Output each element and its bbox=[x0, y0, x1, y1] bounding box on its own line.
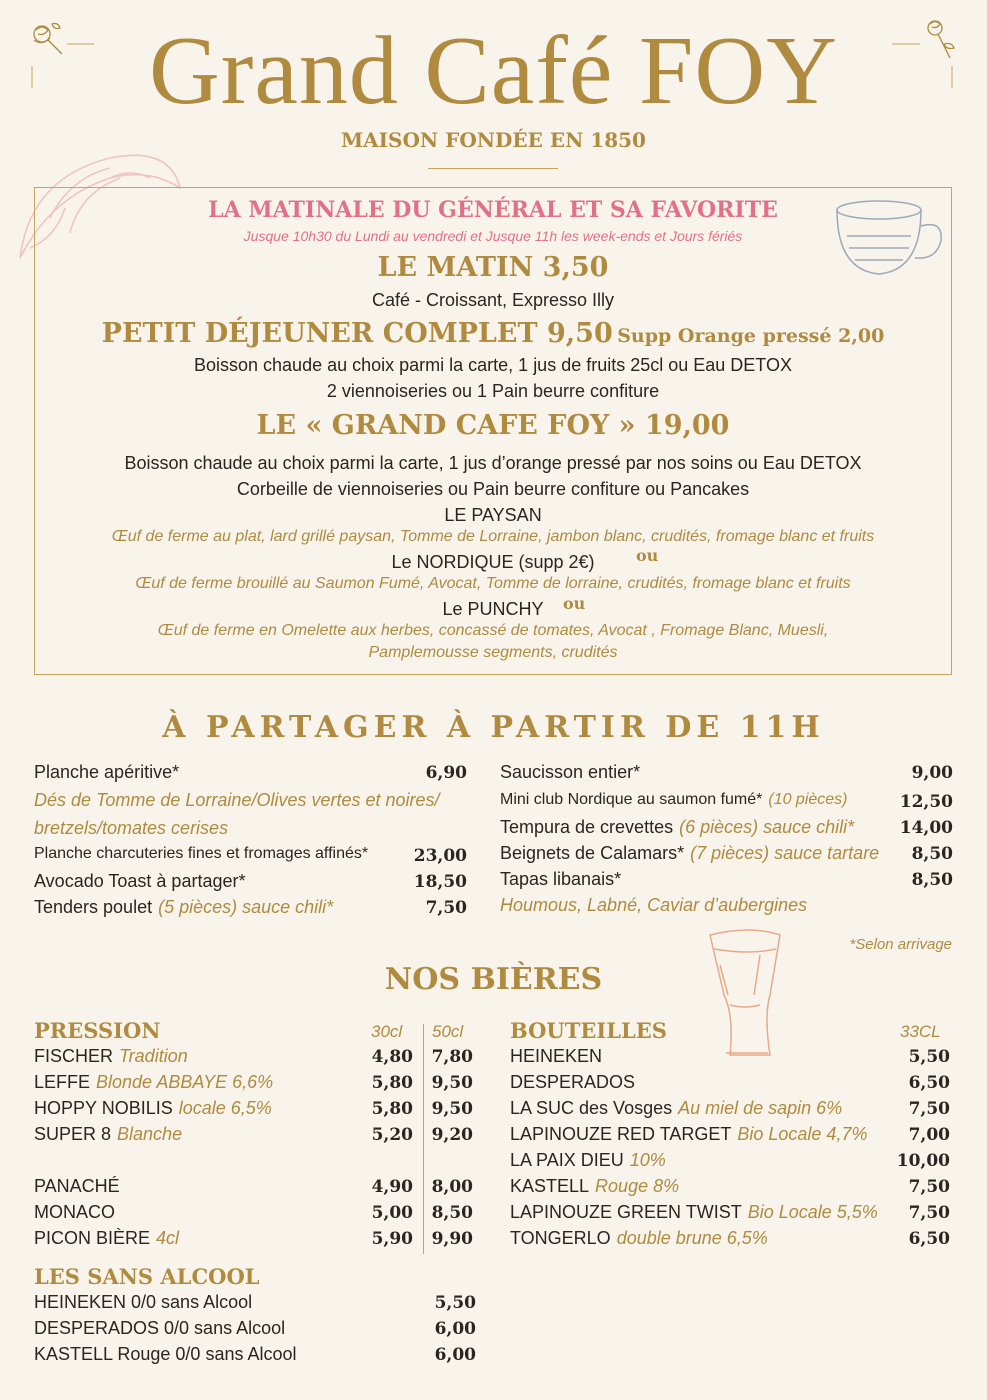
item-name: LEFFE bbox=[34, 1072, 91, 1092]
sans-alcool-title: LES SANS ALCOOL bbox=[34, 1264, 260, 1289]
item-name: KASTELL bbox=[510, 1176, 590, 1196]
beer-glass-icon bbox=[700, 925, 810, 1073]
share-item bbox=[34, 762, 179, 783]
grand-line1: Boisson chaude au choix parmi la carte, 1 jus d’orange pressé par nos soins ou Eau DETOX bbox=[124, 453, 862, 473]
beers-heading: NOS BIÈRES bbox=[384, 962, 603, 997]
pression-item bbox=[34, 1072, 273, 1093]
paysan-name: LE PAYSAN bbox=[444, 505, 542, 525]
col-30cl: 30cl bbox=[371, 1022, 403, 1041]
bouteille-item bbox=[510, 1124, 867, 1145]
share-item bbox=[500, 762, 640, 783]
item-price: 7,50 bbox=[908, 1099, 950, 1119]
item-note: (6 pièces) sauce chili* bbox=[679, 817, 855, 837]
paysan-desc: Œuf de ferme au plat, lard grillé paysan, Tomme de Lorraine, jambon blanc, crudités, fromage blanc et fruits bbox=[111, 528, 875, 545]
item-name: FISCHER bbox=[34, 1046, 114, 1066]
item-note: 4cl bbox=[156, 1228, 180, 1248]
item-name: SUPER 8 bbox=[34, 1124, 112, 1144]
price-30cl: 5,80 bbox=[371, 1099, 413, 1119]
share-item bbox=[500, 895, 807, 916]
share-item bbox=[34, 871, 245, 892]
item-price: 5,50 bbox=[434, 1293, 476, 1313]
item-price: 7,00 bbox=[908, 1125, 950, 1145]
page-subtitle: MAISON FONDÉE EN 1850 bbox=[341, 128, 646, 152]
item-note: Houmous, Labné, Caviar d’aubergines bbox=[500, 895, 808, 915]
price-30cl: 4,80 bbox=[371, 1047, 413, 1067]
price-50cl: 8,00 bbox=[431, 1177, 473, 1197]
item-note: locale 6,5% bbox=[178, 1098, 272, 1118]
item-note: (5 pièces) sauce chili* bbox=[158, 897, 334, 917]
item-price: 8,50 bbox=[911, 844, 953, 864]
item-name: MONACO bbox=[34, 1202, 115, 1222]
pression-item bbox=[34, 1202, 115, 1223]
complet-line1: Boisson chaude au choix parmi la carte, 1 jus de fruits 25cl ou Eau DETOX bbox=[194, 355, 792, 375]
bouteille-item bbox=[510, 1046, 602, 1067]
item-name: Planche apéritive* bbox=[34, 762, 180, 782]
item-name: Tempura de crevettes bbox=[500, 817, 674, 837]
punchy-name: Le PUNCHY bbox=[442, 599, 544, 619]
price-30cl: 5,00 bbox=[371, 1203, 413, 1223]
pression-item bbox=[34, 1098, 272, 1119]
price-50cl: 8,50 bbox=[431, 1203, 473, 1223]
item-price: 6,50 bbox=[908, 1229, 950, 1249]
page-title: Grand Café FOY bbox=[149, 17, 838, 125]
price-50cl: 9,20 bbox=[431, 1125, 473, 1145]
complet-line2: 2 viennoiseries ou 1 Pain beurre confiture bbox=[326, 381, 660, 401]
item-note: Bio Locale 4,7% bbox=[737, 1124, 868, 1144]
item-note: Au miel de sapin 6% bbox=[678, 1098, 843, 1118]
ou-label-1: ou bbox=[636, 546, 659, 565]
item-note: (7 pièces) sauce tartare bbox=[690, 843, 880, 863]
price-50cl: 9,90 bbox=[431, 1229, 473, 1249]
price-30cl: 4,90 bbox=[371, 1177, 413, 1197]
bouteille-item bbox=[510, 1098, 842, 1119]
bouteille-item bbox=[510, 1228, 768, 1249]
col-33cl: 33CL bbox=[900, 1022, 941, 1041]
price-30cl: 5,90 bbox=[371, 1229, 413, 1249]
item-name: DESPERADOS bbox=[510, 1072, 636, 1092]
item-price: 6,50 bbox=[908, 1073, 950, 1093]
item-name: LAPINOUZE GREEN TWIST bbox=[510, 1202, 742, 1222]
price-50cl: 9,50 bbox=[431, 1073, 473, 1093]
item-name: HOPPY NOBILIS bbox=[34, 1098, 173, 1118]
item-name: HEINEKEN bbox=[510, 1046, 603, 1066]
item-price: 8,50 bbox=[911, 870, 953, 890]
item-name: Saucisson entier* bbox=[500, 762, 641, 782]
item-price: 7,50 bbox=[425, 898, 467, 918]
item-note: Dés de Tomme de Lorraine/Olives vertes et noires/ bbox=[34, 790, 440, 810]
item-name: LA PAIX DIEU bbox=[510, 1150, 624, 1170]
price-50cl: 9,50 bbox=[431, 1099, 473, 1119]
price-30cl: 5,80 bbox=[371, 1073, 413, 1093]
punchy-desc1: Œuf de ferme en Omelette aux herbes, concassé de tomates, Avocat , Fromage Blanc, Muesli, bbox=[157, 622, 829, 639]
item-note: Blanche bbox=[117, 1124, 183, 1144]
bouteille-item bbox=[510, 1150, 666, 1171]
item-note: double brune 6,5% bbox=[616, 1228, 768, 1248]
nordique-desc: Œuf de ferme brouillé au Saumon Fumé, Avocat, Tomme de lorraine, crudités, fromage blanc et fruits bbox=[135, 575, 851, 592]
item-name: Avocado Toast à partager* bbox=[34, 871, 246, 891]
share-heading: À PARTAGER À PARTIR DE 11H bbox=[162, 710, 825, 745]
share-footnote: *Selon arrivage bbox=[849, 936, 952, 953]
bouteilles-title: BOUTEILLES bbox=[510, 1018, 667, 1043]
item-note: bretzels/tomates cerises bbox=[34, 818, 229, 838]
item-note: Blonde ABBAYE 6,6% bbox=[96, 1072, 274, 1092]
item-name: Beignets de Calamars* bbox=[500, 843, 685, 863]
item-price: 9,00 bbox=[911, 763, 953, 783]
item-price: 12,50 bbox=[899, 792, 953, 812]
ou-label-2: ou bbox=[563, 594, 586, 613]
punchy-desc2: Pamplemousse segments, crudités bbox=[368, 644, 618, 661]
item-price: 23,00 bbox=[413, 846, 467, 866]
item-note: Tradition bbox=[119, 1046, 188, 1066]
pression-item bbox=[34, 1176, 120, 1197]
share-item bbox=[500, 869, 621, 890]
nordique-name: Le NORDIQUE (supp 2€) bbox=[391, 552, 595, 572]
breakfast-heading: LA MATINALE DU GÉNÉRAL ET SA FAVORITE bbox=[208, 197, 778, 223]
share-item bbox=[34, 818, 228, 839]
item-name: Mini club Nordique au saumon fumé* bbox=[500, 791, 763, 808]
item-price: 6,00 bbox=[434, 1345, 476, 1365]
item-price: 14,00 bbox=[899, 818, 953, 838]
item-name: Tapas libanais* bbox=[500, 869, 622, 889]
sans-alcool-item: KASTELL Rouge 0/0 sans Alcool bbox=[34, 1344, 297, 1364]
pression-item bbox=[34, 1228, 179, 1249]
item-note: Rouge 8% bbox=[595, 1176, 680, 1196]
matin-title: LE MATIN 3,50 bbox=[377, 252, 609, 283]
pression-title: PRESSION bbox=[34, 1018, 161, 1043]
grand-line2: Corbeille de viennoiseries ou Pain beurre confiture ou Pancakes bbox=[236, 479, 750, 499]
price-50cl: 7,80 bbox=[431, 1047, 473, 1067]
item-note: Bio Locale 5,5% bbox=[747, 1202, 878, 1222]
item-name: Planche charcuteries fines et fromages affinés* bbox=[34, 845, 369, 862]
price-30cl: 5,20 bbox=[371, 1125, 413, 1145]
item-price: 5,50 bbox=[908, 1047, 950, 1067]
share-item bbox=[500, 817, 854, 838]
item-price: 7,50 bbox=[908, 1177, 950, 1197]
sans-alcool-item: HEINEKEN 0/0 sans Alcool bbox=[34, 1292, 253, 1312]
complet-supp: Supp Orange pressé 2,00 bbox=[617, 325, 885, 347]
pression-item bbox=[34, 1124, 182, 1145]
item-price: 6,90 bbox=[425, 763, 467, 783]
grand-title: LE « GRAND CAFE FOY » 19,00 bbox=[256, 410, 730, 441]
bouteille-item bbox=[510, 1202, 878, 1223]
share-item bbox=[500, 791, 848, 809]
title-divider bbox=[428, 168, 558, 169]
pression-item bbox=[34, 1046, 188, 1067]
item-price: 18,50 bbox=[413, 872, 467, 892]
item-note: 10% bbox=[629, 1150, 666, 1170]
item-note: (10 pièces) bbox=[768, 791, 848, 808]
sans-alcool-item: DESPERADOS 0/0 sans Alcool bbox=[34, 1318, 286, 1338]
item-name: TONGERLO bbox=[510, 1228, 611, 1248]
item-name: LAPINOUZE RED TARGET bbox=[510, 1124, 732, 1144]
item-name: Tenders poulet bbox=[34, 897, 153, 917]
item-price: 10,00 bbox=[896, 1151, 950, 1171]
complet-title: PETIT DÉJEUNER COMPLET 9,50 bbox=[101, 318, 613, 349]
share-item bbox=[34, 897, 333, 918]
item-price: 7,50 bbox=[908, 1203, 950, 1223]
bouteille-item bbox=[510, 1072, 635, 1093]
breakfast-hours: Jusque 10h30 du Lundi au vendredi et Jusque 11h les week-ends et Jours fériés bbox=[243, 228, 743, 244]
item-name: PANACHÉ bbox=[34, 1176, 120, 1196]
share-item bbox=[34, 790, 440, 811]
share-item bbox=[34, 845, 368, 863]
col-50cl: 50cl bbox=[432, 1022, 464, 1041]
item-name: LA SUC des Vosges bbox=[510, 1098, 673, 1118]
complet-title-row bbox=[34, 318, 952, 349]
matin-desc: Café - Croissant, Expresso Illy bbox=[371, 290, 615, 310]
bouteille-item bbox=[510, 1176, 679, 1197]
item-name: PICON BIÈRE bbox=[34, 1228, 151, 1248]
share-item bbox=[500, 843, 879, 864]
item-price: 6,00 bbox=[434, 1319, 476, 1339]
